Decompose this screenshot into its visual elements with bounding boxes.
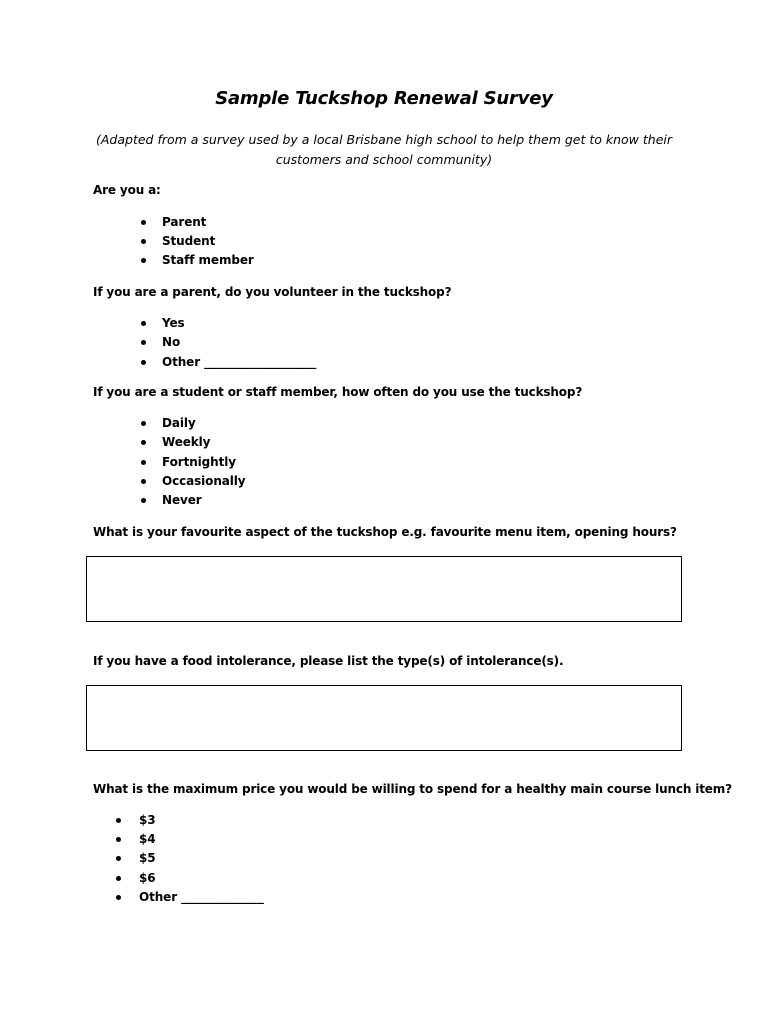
question-frequency: If you are a student or staff member, how often do you use the tuckshop? bbox=[93, 385, 583, 399]
food-intolerance-answer-box[interactable] bbox=[86, 685, 682, 751]
bullet-icon bbox=[141, 239, 146, 244]
option-fortnightly[interactable]: Fortnightly bbox=[162, 455, 236, 469]
survey-subtitle: (Adapted from a survey used by a local Brisbane high school to help them get to know their customers and school community) bbox=[95, 132, 673, 167]
bullet-icon bbox=[116, 818, 121, 823]
option-price-other[interactable]: Other ______________ bbox=[139, 890, 264, 904]
favourite-aspect-answer-box[interactable] bbox=[86, 556, 682, 622]
option-price-4[interactable]: $4 bbox=[139, 832, 156, 846]
bullet-icon bbox=[116, 876, 121, 881]
option-price-6[interactable]: $6 bbox=[139, 871, 156, 885]
bullet-icon bbox=[141, 498, 146, 503]
bullet-icon bbox=[141, 360, 146, 365]
option-other[interactable]: Other ___________________ bbox=[162, 355, 317, 369]
question-role: Are you a: bbox=[93, 183, 161, 197]
option-weekly[interactable]: Weekly bbox=[162, 435, 211, 449]
bullet-icon bbox=[141, 460, 146, 465]
question-volunteer: If you are a parent, do you volunteer in the tuckshop? bbox=[93, 285, 452, 299]
bullet-icon bbox=[141, 220, 146, 225]
bullet-icon bbox=[141, 258, 146, 263]
bullet-icon bbox=[141, 479, 146, 484]
bullet-icon bbox=[116, 856, 121, 861]
bullet-icon bbox=[116, 837, 121, 842]
option-parent[interactable]: Parent bbox=[162, 215, 207, 229]
bullet-icon bbox=[141, 440, 146, 445]
option-staff-member[interactable]: Staff member bbox=[162, 253, 254, 267]
option-occasionally[interactable]: Occasionally bbox=[162, 474, 246, 488]
option-price-3[interactable]: $3 bbox=[139, 813, 156, 827]
bullet-icon bbox=[141, 321, 146, 326]
option-student[interactable]: Student bbox=[162, 234, 216, 248]
survey-title: Sample Tuckshop Renewal Survey bbox=[215, 88, 553, 109]
option-never[interactable]: Never bbox=[162, 493, 202, 507]
option-price-5[interactable]: $5 bbox=[139, 851, 156, 865]
question-food-intolerance: If you have a food intolerance, please list the type(s) of intolerance(s). bbox=[93, 654, 564, 668]
option-no[interactable]: No bbox=[162, 335, 181, 349]
question-max-price: What is the maximum price you would be willing to spend for a healthy main course lunch item? bbox=[93, 782, 732, 796]
bullet-icon bbox=[116, 895, 121, 900]
bullet-icon bbox=[141, 421, 146, 426]
option-yes[interactable]: Yes bbox=[162, 316, 185, 330]
bullet-icon bbox=[141, 340, 146, 345]
question-favourite-aspect: What is your favourite aspect of the tuckshop e.g. favourite menu item, opening hours? bbox=[93, 525, 677, 539]
option-daily[interactable]: Daily bbox=[162, 416, 196, 430]
